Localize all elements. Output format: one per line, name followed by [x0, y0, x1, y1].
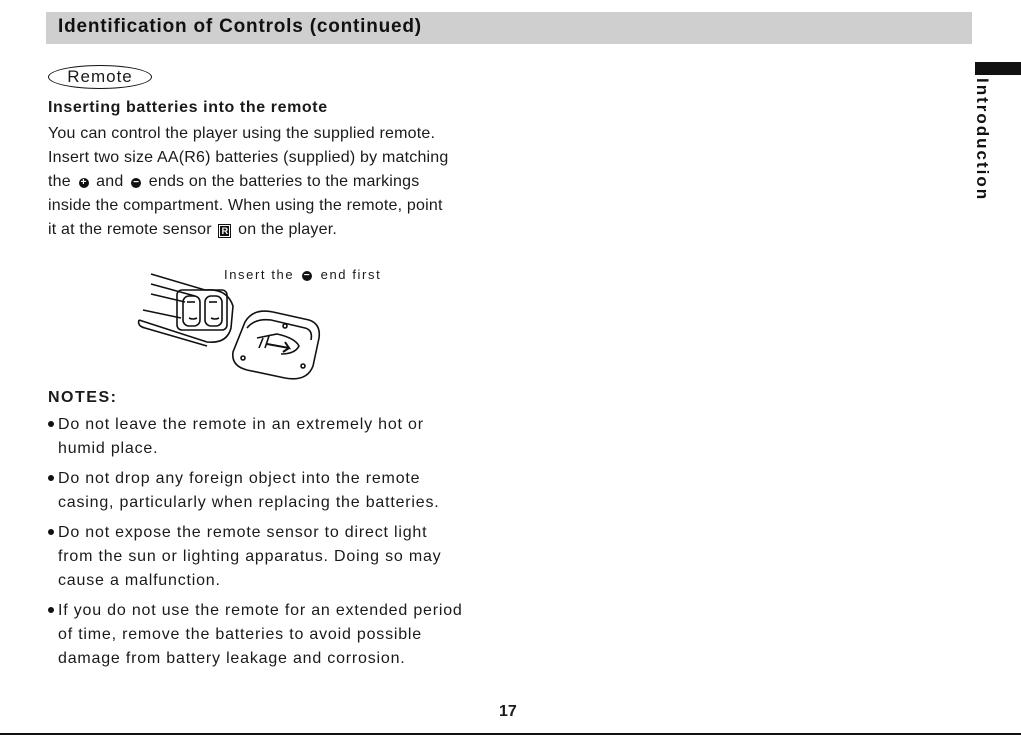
- remote-sensor-icon: R: [218, 224, 231, 238]
- body-text-fragment: on the player.: [238, 221, 337, 238]
- plus-symbol-icon: +: [80, 177, 87, 188]
- remote-label: Remote: [48, 65, 152, 89]
- section-heading: Inserting batteries into the remote: [48, 99, 328, 116]
- body-text-fragment: it at the remote sensor: [48, 221, 212, 238]
- notes-list: [48, 413, 508, 677]
- section-tab-label: Introduction: [973, 78, 992, 202]
- body-text-fragment: ends on the batteries to the markings: [148, 173, 420, 190]
- note-text: Do not drop any foreign object into the remote casing, particularly when replacing the batteries.: [58, 470, 440, 511]
- body-line: [48, 218, 508, 242]
- section-tab-marker: [975, 62, 1021, 75]
- body-line: You can control the player using the supplied remote.: [48, 125, 436, 142]
- header-bar: [46, 12, 972, 44]
- list-item: [48, 521, 508, 593]
- bullet-icon: [48, 421, 54, 427]
- notes-heading: NOTES:: [48, 389, 118, 406]
- list-item: [48, 467, 508, 515]
- page-title: Identification of Controls (continued): [58, 16, 422, 37]
- note-text: Do not expose the remote sensor to direct light from the sun or lighting apparatus. Doing so may cause a malfunction.: [58, 524, 442, 589]
- list-item: [48, 413, 508, 461]
- section-body: [48, 122, 508, 242]
- body-text-fragment: and: [96, 173, 124, 190]
- body-text-fragment: the: [48, 173, 71, 190]
- page-number: 17: [499, 703, 517, 720]
- body-line: Insert two size AA(R6) batteries (supplied) by matching: [48, 149, 449, 166]
- bottom-divider: [0, 733, 1021, 735]
- bullet-icon: [48, 475, 54, 481]
- note-text: Do not leave the remote in an extremely hot or humid place.: [58, 416, 424, 457]
- list-item: [48, 599, 508, 671]
- minus-symbol-icon: −: [303, 270, 312, 281]
- caption-text: end first: [320, 267, 382, 282]
- body-line: [48, 170, 508, 194]
- body-line: inside the compartment. When using the remote, point: [48, 197, 443, 214]
- illustration-caption: [224, 267, 381, 282]
- caption-text: Insert the: [224, 267, 295, 282]
- bullet-icon: [48, 607, 54, 613]
- minus-symbol-icon: −: [133, 177, 140, 188]
- note-text: If you do not use the remote for an extended period of time, remove the batteries to avoid possible damage from battery leakage and corrosion.: [58, 602, 463, 667]
- bullet-icon: [48, 529, 54, 535]
